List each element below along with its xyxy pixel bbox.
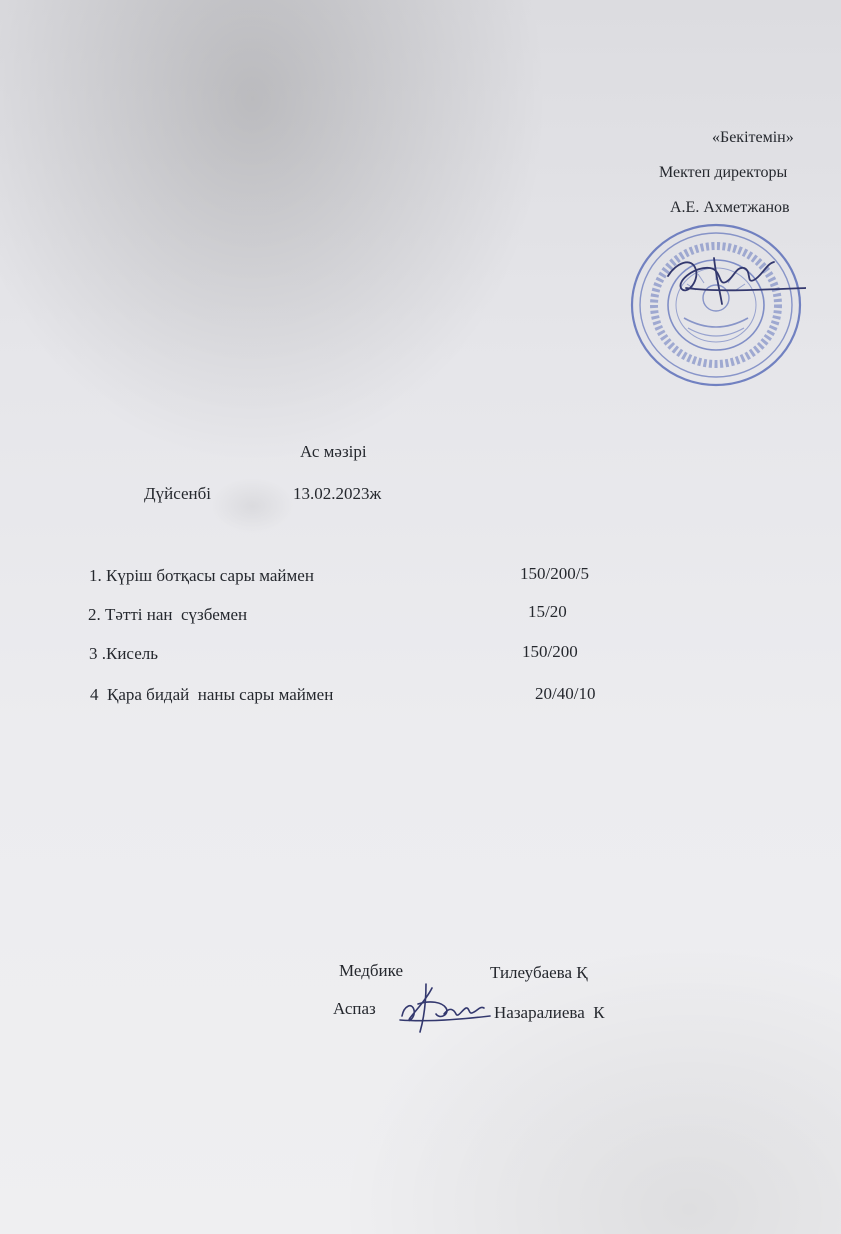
menu-item-name: 1. Күріш ботқасы сары маймен	[89, 566, 314, 585]
menu-date: 13.02.2023ж	[293, 484, 382, 503]
menu-item-portion: 15/20	[528, 602, 567, 621]
cook-signature	[396, 980, 492, 1036]
approval-name: А.Е. Ахметжанов	[670, 199, 790, 216]
menu-day: Дүйсенбі	[144, 484, 211, 503]
official-stamp-seal	[626, 218, 806, 388]
approval-label: «Бекітемін»	[712, 129, 794, 146]
menu-item-portion: 20/40/10	[535, 684, 596, 703]
menu-item-portion: 150/200/5	[520, 564, 589, 583]
menu-item-portion: 150/200	[522, 642, 578, 661]
nurse-name: Тилеубаева Қ	[490, 963, 588, 982]
cook-name: Назаралиева К	[494, 1003, 605, 1022]
nurse-role: Медбике	[339, 961, 403, 980]
menu-title: Ас мәзірі	[300, 442, 367, 461]
menu-item-name: 3 .Кисель	[89, 644, 158, 663]
menu-item-name: 2. Тәтті нан сүзбемен	[88, 605, 248, 624]
approval-position: Мектеп директоры	[659, 164, 788, 181]
menu-item-name: 4 Қара бидай наны сары маймен	[90, 685, 334, 704]
cook-role: Аспаз	[333, 999, 376, 1018]
